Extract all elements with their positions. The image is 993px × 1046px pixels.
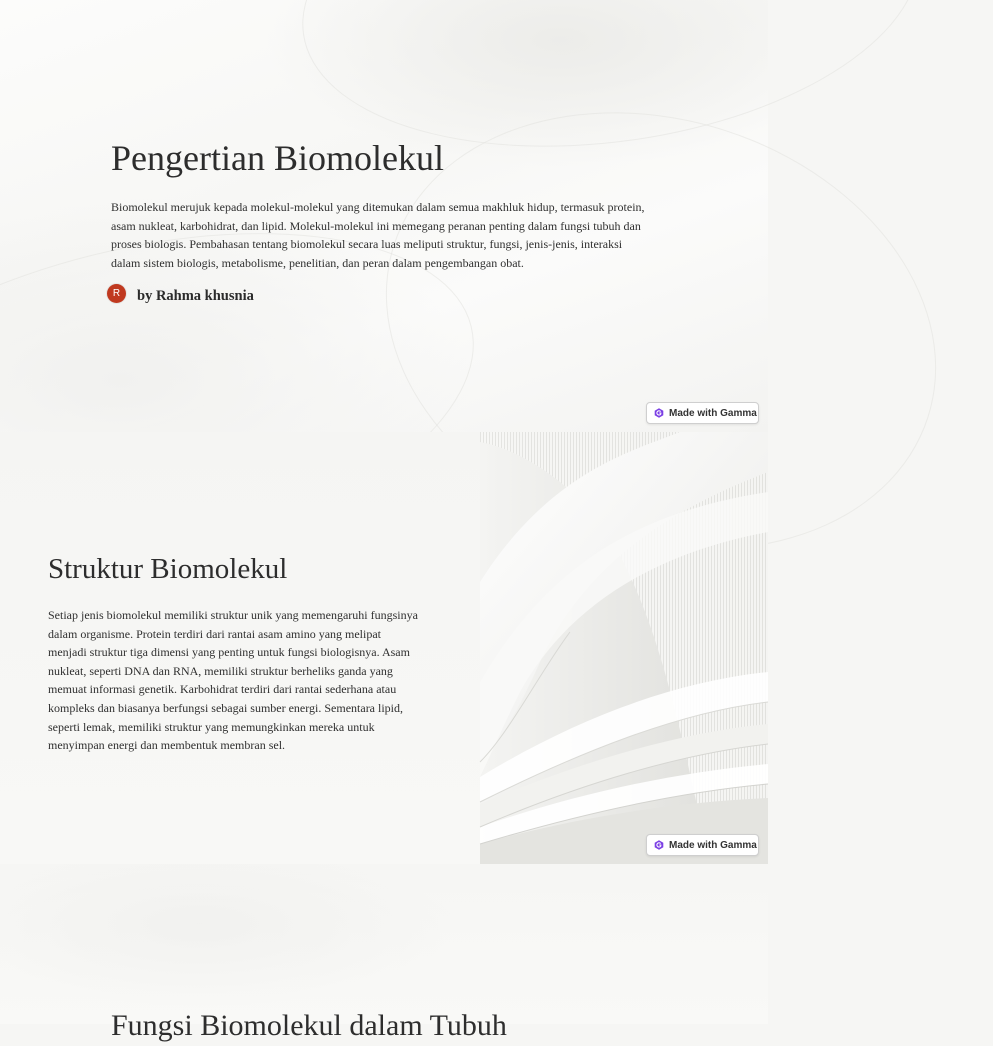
slide-pengertian xyxy=(0,0,768,432)
slide-intro-text: Biomolekul merujuk kepada molekul-molekul yang ditemukan dalam semua makhluk hidup, termasuk protein, asam nukleat, karbohidrat, dan lipid. Molekul-molekul ini memegang peranan penting dalam fungsi tubuh dan proses biologis. Pembahasan tentang biomolekul secara luas meliputi struktur, fungsi, jenis-jenis, interaksi dalam sistem biologis, metabolisme, penelitian, dan peran dalam pengembangan obat. xyxy=(111,200,645,271)
slide-title: Pengertian Biomolekul xyxy=(111,138,444,178)
slide-fungsi xyxy=(0,864,768,1042)
badge-label: Made with Gamma xyxy=(669,407,757,419)
author-name: by Rahma khusnia xyxy=(137,287,254,304)
slide-title: Fungsi Biomolekul dalam Tubuh xyxy=(111,1009,507,1042)
made-with-gamma-button[interactable] xyxy=(646,834,759,856)
slide-title: Struktur Biomolekul xyxy=(48,553,288,585)
author-row xyxy=(107,281,254,305)
gamma-logo-icon xyxy=(654,408,664,418)
author-avatar: R xyxy=(107,284,126,303)
slide-struktur xyxy=(0,432,768,864)
slide-body-text: Setiap jenis biomolekul memiliki struktur unik yang memengaruhi fungsinya dalam organisme. Protein terdiri dari rantai asam amino yang melipat menjadi struktur tiga dimensi yang penting untuk fungsi biologisnya. Asam nukleat, seperti DNA dan RNA, memiliki struktur berheliks ganda yang memuat informasi genetik. Karbohidrat terdiri dari rantai sederhana atau kompleks dan biasanya berfungsi sebagai sumber energi. Sementara lipid, seperti lemak, memiliki struktur yang memungkinkan mereka untuk menyimpan energi dan membentuk membran sel. xyxy=(48,608,418,753)
gamma-logo-icon xyxy=(654,840,664,850)
made-with-gamma-button[interactable] xyxy=(646,402,759,424)
abstract-paper-waves-image xyxy=(480,432,768,864)
badge-label: Made with Gamma xyxy=(669,839,757,851)
